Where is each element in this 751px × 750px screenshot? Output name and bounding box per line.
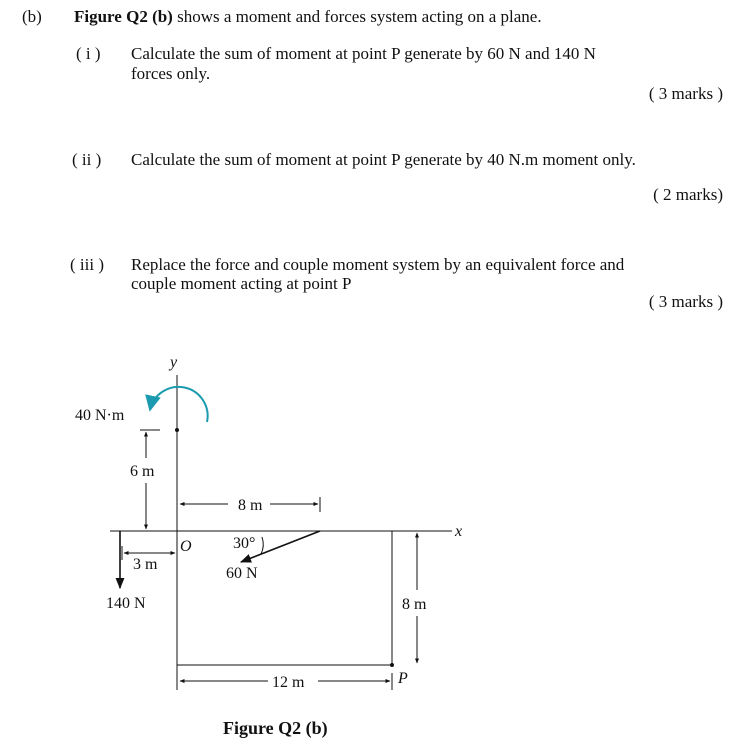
force-140n-label: 140 N	[106, 595, 146, 612]
y-axis-label: y	[170, 354, 178, 371]
point-p-dot	[390, 663, 394, 667]
part-i-number: ( i )	[76, 44, 101, 63]
part-ii-marks: ( 2 marks)	[653, 185, 723, 204]
dim-8m-right-label: 8 m	[402, 596, 427, 613]
figure-caption: Figure Q2 (b)	[223, 718, 328, 738]
intro-text: shows a moment and forces system acting on a plane.	[177, 7, 542, 26]
part-i-line2: forces only.	[131, 64, 211, 83]
part-iii-line2: couple moment acting at point P	[131, 274, 352, 293]
dim-3m-label: 3 m	[133, 556, 158, 573]
part-iii-marks: ( 3 marks )	[648, 292, 723, 311]
angle-label: 30°	[233, 535, 256, 552]
part-ii-line1: Calculate the sum of moment at point P generate by 40 N.m moment only.	[131, 150, 636, 169]
origin-label: O	[180, 538, 192, 555]
dim-12m-label: 12 m	[272, 674, 305, 691]
dim-8m-top-label: 8 m	[238, 497, 263, 514]
dim-6m-label: 6 m	[130, 463, 155, 480]
moment-point	[175, 428, 179, 432]
part-iii-line1: Replace the force and couple moment system by an equivalent force and	[131, 255, 625, 274]
part-i-marks: ( 3 marks )	[648, 84, 723, 103]
part-i-line1: Calculate the sum of moment at point P generate by 60 N and 140 N	[131, 44, 596, 63]
x-axis-label: x	[455, 523, 463, 540]
question-label: (b)	[22, 7, 42, 26]
point-p-label: P	[398, 670, 408, 687]
force-60n-label: 60 N	[226, 565, 258, 582]
angle-arc	[261, 537, 263, 554]
figure-reference: Figure Q2 (b)	[74, 7, 173, 26]
part-iii-number: ( iii )	[70, 255, 104, 274]
moment-arrow	[150, 387, 208, 422]
moment-label: 40 N·m	[75, 407, 125, 424]
part-ii-number: ( ii )	[72, 150, 102, 169]
